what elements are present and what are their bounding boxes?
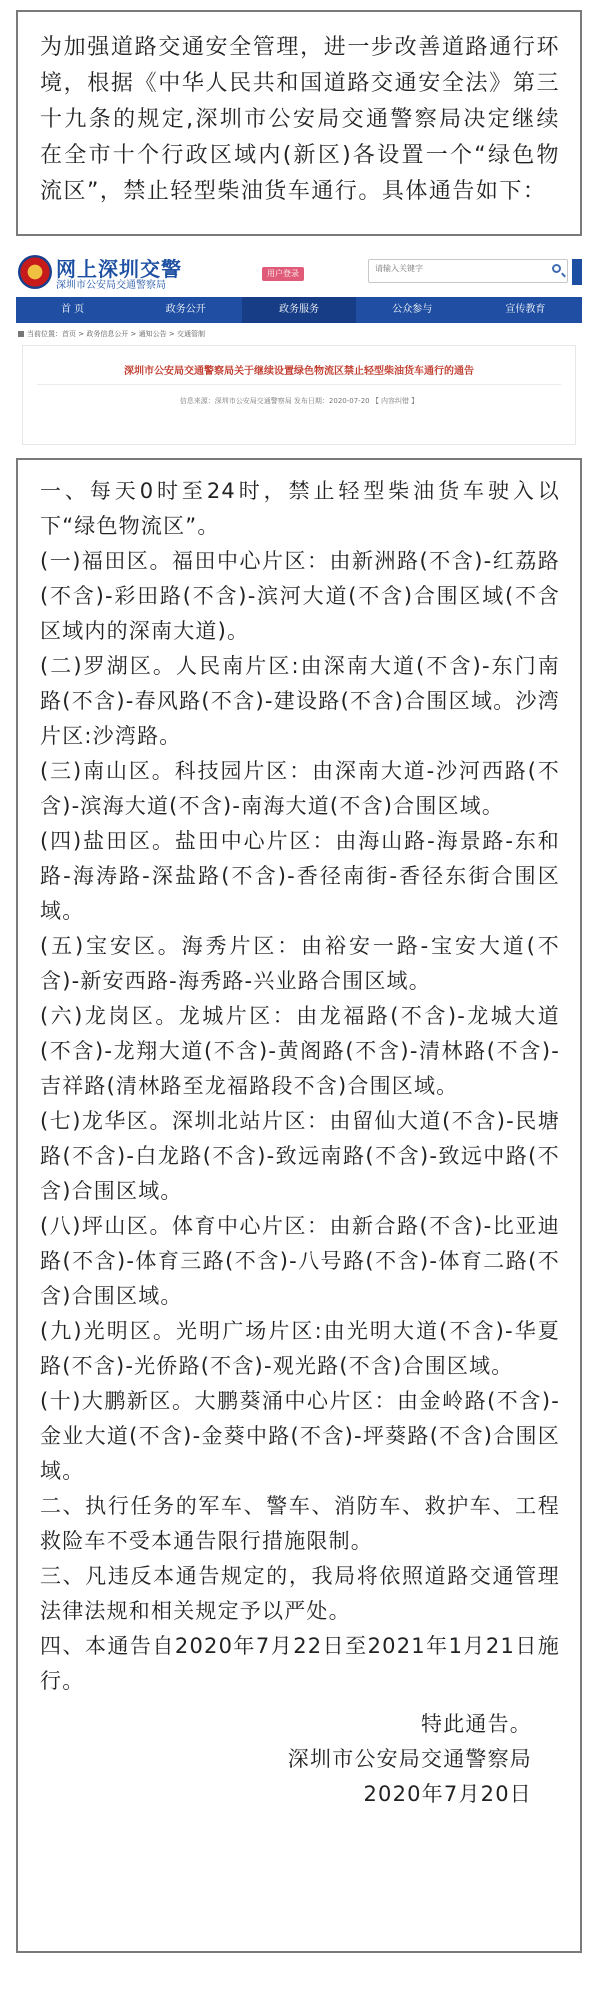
clause-1: 一、每天0时至24时，禁止轻型柴油货车驶入以下“绿色物流区”。 xyxy=(40,479,560,538)
date: 2020年7月20日 xyxy=(363,1782,532,1806)
notice-title: 深圳市公安局交通警察局关于继续设置绿色物流区禁止轻型柴油货车通行的通告 xyxy=(124,366,474,377)
divider xyxy=(37,384,561,385)
intro-text: 为加强道路交通安全管理，进一步改善道路通行环境，根据《中华人民共和国道路交通安全法》第三十九条的规定,深圳市公安局交通警察局决定继续在全市十个行政区域内(新区)各设置一个“绿色物流区”，禁止轻型柴油货车通行。具体通告如下： xyxy=(40,35,560,204)
spacer xyxy=(40,1699,560,1707)
district-futian: (一)福田区。福田中心片区：由新洲路(不含)-红荔路(不含)-彩田路(不含)-滨河大道(不含)合围区域(不含区域内的深南大道)。 xyxy=(40,549,560,643)
site-name: 网上深圳交警 xyxy=(56,257,182,281)
portal-header xyxy=(16,245,582,297)
district-pingshan: (八)坪山区。体育中心片区：由新合路(不含)-比亚迪路(不含)-体育三路(不含)-八号路(不含)-体育二路(不含)合围区域。 xyxy=(40,1214,560,1308)
district-yantian: (四)盐田区。盐田中心片区：由海山路-海景路-东和路-海涛路-深盐路(不含)-香径南街-香径东街合围区域。 xyxy=(40,829,560,923)
nav-item-gov-info[interactable]: 政务公开 xyxy=(165,304,206,315)
main-notice-box xyxy=(16,458,582,1953)
site-subtitle: 深圳市公安局交通警察局 xyxy=(56,280,166,291)
clause-3: 三、凡违反本通告规定的，我局将依照道路交通管理法律法规和相关规定予以严处。 xyxy=(40,1564,560,1623)
breadcrumb-text[interactable]: 当前位置：首页 > 政务信息公开 > 通知公告 > 交通管制 xyxy=(27,330,205,338)
nav-item-public[interactable]: 公众参与 xyxy=(392,304,433,315)
search-box[interactable] xyxy=(368,259,568,283)
clause-2: 二、执行任务的军车、警车、消防车、救护车、工程救险车不受本通告限行措施限制。 xyxy=(40,1494,560,1553)
district-longgang: (六)龙岗区。龙城片区：由龙福路(不含)-龙城大道(不含)-龙翔大道(不含)-黄阁路(不含)-清林路(不含)-吉祥路(清林路至龙福路段不含)合围区域。 xyxy=(40,1004,560,1098)
nav-item-home[interactable]: 首 页 xyxy=(61,304,85,315)
district-luohu: (二)罗湖区。人民南片区:由深南大道(不含)-东门南路(不含)-春风路(不含)-建设路(不含)合围区域。沙湾片区:沙湾路。 xyxy=(40,654,560,748)
district-baoan: (五)宝安区。海秀片区：由裕安一路-宝安大道(不含)-新安西路-海秀路-兴业路合围区域。 xyxy=(40,934,560,993)
closing-text: 特此通告。 xyxy=(421,1712,532,1736)
district-longhua: (七)龙华区。深圳北站片区：由留仙大道(不含)-民塘路(不含)-白龙路(不含)-致远南路(不含)-致远中路(不含)合围区域。 xyxy=(40,1109,560,1203)
search-icon[interactable] xyxy=(552,264,561,273)
district-dapeng: (十)大鹏新区。大鹏葵涌中心片区：由金岭路(不含)-金业大道(不含)-金葵中路(不含)-坪葵路(不含)合围区域。 xyxy=(40,1389,560,1483)
nav-item-gov-service[interactable]: 政务服务 xyxy=(242,297,355,323)
clause-4: 四、本通告自2020年7月22日至2021年1月21日施行。 xyxy=(40,1634,560,1693)
nav-item-education[interactable]: 宣传教育 xyxy=(505,304,546,315)
login-button[interactable]: 用户登录 xyxy=(262,267,304,281)
breadcrumb xyxy=(18,329,205,339)
district-nanshan: (三)南山区。科技园片区：由深南大道-沙河西路(不含)-滨海大道(不含)-南海大道(不含)合围区域。 xyxy=(40,759,560,818)
signature: 深圳市公安局交通警察局 xyxy=(287,1747,532,1771)
notice-frame xyxy=(22,345,576,445)
intro-box xyxy=(16,10,582,236)
main-nav xyxy=(16,297,582,323)
location-icon xyxy=(18,331,24,337)
district-guangming: (九)光明区。光明广场片区:由光明大道(不含)-华夏路(不含)-光侨路(不含)-观光路(不含)合围区域。 xyxy=(40,1319,560,1378)
notice-meta: 信息来源：深圳市公安局交通警察局 发布日期：2020-07-20 【 内容纠错 】 xyxy=(179,397,419,405)
search-input[interactable] xyxy=(375,264,535,273)
portal-screenshot xyxy=(16,245,582,445)
police-emblem-icon xyxy=(18,255,52,289)
side-toolbar[interactable] xyxy=(572,259,582,285)
